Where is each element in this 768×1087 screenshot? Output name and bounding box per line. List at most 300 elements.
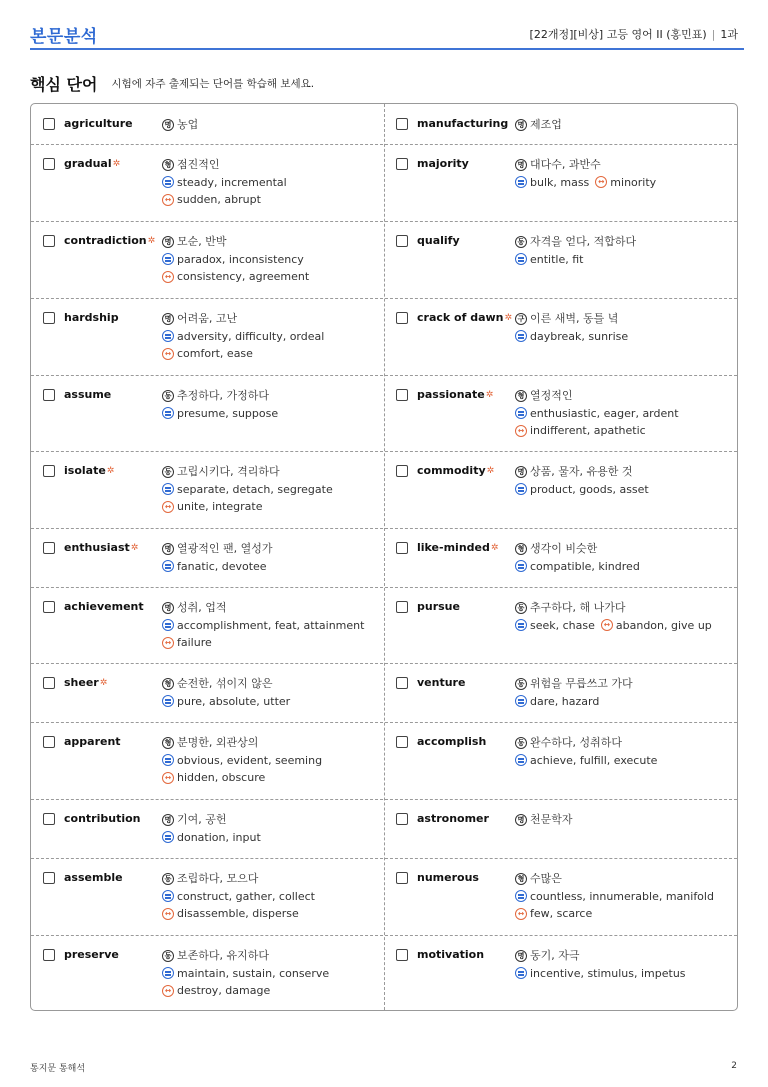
meaning-line bbox=[162, 947, 329, 965]
lesson-label: 1과 bbox=[720, 28, 738, 41]
synonyms: construct, gather, collect bbox=[177, 889, 315, 903]
word-text: achievement bbox=[64, 600, 144, 613]
synonyms: compatible, kindred bbox=[530, 559, 640, 573]
part-of-speech-icon: 동 bbox=[515, 602, 527, 614]
korean-meaning: 조립하다, 모으다 bbox=[177, 872, 259, 885]
part-of-speech-icon: 명 bbox=[515, 466, 527, 478]
study-checkbox[interactable] bbox=[43, 465, 55, 477]
meaning-line bbox=[515, 387, 679, 405]
part-of-speech-icon: 명 bbox=[162, 236, 174, 248]
antonym-line bbox=[162, 634, 364, 652]
row-separator bbox=[31, 858, 737, 859]
synonym-icon bbox=[515, 754, 527, 766]
study-checkbox[interactable] bbox=[43, 872, 55, 884]
row-separator bbox=[31, 935, 737, 936]
vocab-word bbox=[64, 540, 138, 556]
antonyms: destroy, damage bbox=[177, 984, 271, 997]
word-text: venture bbox=[417, 676, 466, 689]
header-separator: | bbox=[711, 28, 716, 41]
vocab-word bbox=[417, 947, 484, 963]
part-of-speech-icon: 명 bbox=[162, 543, 174, 555]
vocab-word bbox=[64, 870, 123, 886]
frequent-star-icon: ✲ bbox=[485, 390, 494, 400]
part-of-speech-icon: 명 bbox=[515, 119, 527, 131]
row-separator bbox=[31, 587, 737, 588]
synonyms: presume, suppose bbox=[177, 406, 279, 420]
synonym-line bbox=[515, 558, 640, 576]
course-title: [22개정][비상] 고등 영어 II (홍민표) bbox=[529, 28, 707, 41]
study-checkbox[interactable] bbox=[396, 389, 408, 401]
vocab-word bbox=[64, 233, 155, 249]
meaning-line bbox=[162, 734, 322, 752]
synonyms: entitle, fit bbox=[530, 252, 584, 266]
synonym-icon bbox=[162, 890, 174, 902]
synonym-icon bbox=[162, 176, 174, 188]
antonym-icon: ↔ bbox=[162, 271, 174, 283]
synonyms: dare, hazard bbox=[530, 694, 600, 708]
antonym-icon: ↔ bbox=[162, 772, 174, 784]
vocab-word bbox=[417, 463, 494, 479]
antonym-icon: ↔ bbox=[162, 908, 174, 920]
study-checkbox[interactable] bbox=[396, 949, 408, 961]
synonym-line bbox=[162, 829, 261, 847]
synonym-line bbox=[162, 328, 324, 346]
vocab-word bbox=[417, 540, 498, 556]
synonym-line bbox=[162, 888, 315, 906]
word-definitions bbox=[515, 463, 649, 498]
synonym-icon bbox=[162, 967, 174, 979]
meaning-line bbox=[162, 233, 309, 251]
synonym-icon bbox=[162, 407, 174, 419]
word-text: contradiction bbox=[64, 234, 147, 247]
synonym-icon bbox=[515, 619, 527, 631]
word-definitions bbox=[515, 599, 712, 634]
meaning-line bbox=[162, 463, 333, 481]
vocab-word bbox=[417, 310, 512, 326]
vocab-word bbox=[417, 233, 460, 249]
study-checkbox[interactable] bbox=[43, 601, 55, 613]
antonym-icon: ↔ bbox=[595, 176, 607, 188]
antonym-icon: ↔ bbox=[162, 501, 174, 513]
vocab-word bbox=[64, 599, 144, 615]
page-header bbox=[30, 22, 744, 50]
synonyms: bulk, mass bbox=[530, 175, 590, 189]
antonym-icon: ↔ bbox=[601, 619, 613, 631]
study-checkbox[interactable] bbox=[396, 601, 408, 613]
synonym-line bbox=[162, 752, 322, 770]
section-title: 핵심 단어 bbox=[30, 75, 98, 94]
word-definitions bbox=[162, 310, 324, 363]
korean-meaning: 열광적인 팬, 열성가 bbox=[177, 542, 273, 555]
part-of-speech-icon: 명 bbox=[162, 313, 174, 325]
word-text: enthusiast bbox=[64, 541, 130, 554]
meaning-line bbox=[515, 947, 686, 965]
word-text: pursue bbox=[417, 600, 460, 613]
antonyms: consistency, agreement bbox=[177, 270, 310, 283]
korean-meaning: 분명한, 외관상의 bbox=[177, 736, 259, 749]
row-separator bbox=[31, 375, 737, 376]
study-checkbox[interactable] bbox=[396, 736, 408, 748]
frequent-star-icon: ✲ bbox=[112, 159, 121, 169]
study-checkbox[interactable] bbox=[43, 118, 55, 130]
synonym-line bbox=[162, 251, 309, 269]
synonyms: maintain, sustain, conserve bbox=[177, 966, 330, 980]
antonyms: disassemble, disperse bbox=[177, 907, 299, 920]
footer-title: 통지문 통해석 bbox=[30, 1064, 86, 1074]
study-checkbox[interactable] bbox=[396, 312, 408, 324]
korean-meaning: 수많은 bbox=[530, 872, 562, 885]
vocabulary-table bbox=[30, 103, 738, 1011]
synonyms: obvious, evident, seeming bbox=[177, 753, 323, 767]
synonyms: accomplishment, feat, attainment bbox=[177, 618, 365, 632]
word-definitions bbox=[162, 540, 273, 575]
synonym-icon bbox=[515, 560, 527, 572]
word-text: accomplish bbox=[417, 735, 487, 748]
antonym-icon: ↔ bbox=[162, 348, 174, 360]
part-of-speech-icon: 명 bbox=[162, 119, 174, 131]
word-definitions bbox=[515, 675, 633, 710]
word-definitions bbox=[162, 870, 315, 923]
synonym-line bbox=[515, 752, 657, 770]
part-of-speech-icon: 동 bbox=[162, 873, 174, 885]
study-checkbox[interactable] bbox=[43, 542, 55, 554]
korean-meaning: 성취, 업적 bbox=[177, 601, 227, 614]
word-definitions bbox=[162, 947, 329, 1000]
synonyms: paradox, inconsistency bbox=[177, 252, 304, 266]
synonym-line bbox=[162, 481, 333, 499]
word-text: agriculture bbox=[64, 117, 133, 130]
word-definitions bbox=[515, 156, 656, 191]
frequent-star-icon: ✲ bbox=[99, 678, 108, 688]
synonyms: achieve, fulfill, execute bbox=[530, 753, 658, 767]
section-description: 시험에 자주 출제되는 단어를 학습해 보세요. bbox=[111, 78, 315, 90]
word-definitions bbox=[162, 811, 261, 846]
synonym-icon bbox=[162, 483, 174, 495]
study-checkbox[interactable] bbox=[396, 872, 408, 884]
meaning-line bbox=[162, 870, 315, 888]
word-definitions bbox=[515, 540, 640, 575]
word-definitions bbox=[515, 233, 636, 268]
study-checkbox[interactable] bbox=[43, 736, 55, 748]
vocab-word bbox=[417, 116, 508, 132]
part-of-speech-icon: 형 bbox=[162, 159, 174, 171]
vocab-word bbox=[64, 116, 133, 132]
word-definitions bbox=[515, 116, 562, 134]
korean-meaning: 대다수, 과반수 bbox=[530, 158, 601, 171]
study-checkbox[interactable] bbox=[396, 542, 408, 554]
frequent-star-icon: ✲ bbox=[130, 543, 139, 553]
vocab-word bbox=[64, 947, 119, 963]
word-definitions bbox=[515, 947, 686, 982]
korean-meaning: 추구하다, 해 나가다 bbox=[530, 601, 626, 614]
synonym-icon bbox=[515, 330, 527, 342]
antonym-line bbox=[162, 769, 322, 787]
antonyms: hidden, obscure bbox=[177, 771, 266, 784]
synonym-icon bbox=[162, 695, 174, 707]
synonym-line bbox=[515, 965, 686, 983]
study-checkbox[interactable] bbox=[396, 158, 408, 170]
korean-meaning: 제조업 bbox=[530, 118, 562, 131]
antonym-line bbox=[162, 345, 324, 363]
brand-title: 본문분석 bbox=[30, 27, 98, 47]
vocab-word bbox=[417, 734, 486, 750]
meaning-line bbox=[162, 156, 287, 174]
word-text: isolate bbox=[64, 464, 106, 477]
synonyms: separate, detach, segregate bbox=[177, 482, 333, 496]
vocab-word bbox=[64, 675, 107, 691]
row-separator bbox=[31, 144, 737, 145]
word-definitions bbox=[515, 811, 573, 829]
word-text: preserve bbox=[64, 948, 119, 961]
word-text: qualify bbox=[417, 234, 460, 247]
word-text: astronomer bbox=[417, 812, 489, 825]
synonyms: adversity, difficulty, ordeal bbox=[177, 329, 325, 343]
study-checkbox[interactable] bbox=[396, 813, 408, 825]
synonym-line bbox=[515, 693, 633, 711]
word-text: commodity bbox=[417, 464, 486, 477]
frequent-star-icon: ✲ bbox=[106, 466, 115, 476]
word-definitions bbox=[162, 675, 290, 710]
study-checkbox[interactable] bbox=[396, 465, 408, 477]
korean-meaning: 이른 새벽, 동틀 녘 bbox=[530, 312, 619, 325]
word-text: assemble bbox=[64, 871, 123, 884]
part-of-speech-icon: 동 bbox=[515, 737, 527, 749]
korean-meaning: 동기, 자극 bbox=[530, 949, 580, 962]
synonyms: product, goods, asset bbox=[530, 482, 649, 496]
part-of-speech-icon: 형 bbox=[162, 678, 174, 690]
korean-meaning: 보존하다, 유지하다 bbox=[177, 949, 270, 962]
course-info bbox=[530, 26, 738, 42]
word-text: motivation bbox=[417, 948, 485, 961]
vocab-word bbox=[417, 870, 479, 886]
synonym-line bbox=[515, 251, 636, 269]
row-separator bbox=[31, 298, 737, 299]
synonym-line bbox=[162, 558, 273, 576]
column-divider bbox=[384, 104, 385, 1010]
word-text: numerous bbox=[417, 871, 479, 884]
antonym-icon: ↔ bbox=[515, 908, 527, 920]
synonym-line bbox=[162, 965, 329, 983]
korean-meaning: 점진적인 bbox=[177, 158, 220, 171]
meaning-line bbox=[515, 811, 573, 829]
korean-meaning: 어려움, 고난 bbox=[177, 312, 238, 325]
meaning-line bbox=[515, 116, 562, 134]
vocab-word bbox=[64, 310, 119, 326]
synonym-line bbox=[515, 174, 656, 192]
part-of-speech-icon: 형 bbox=[515, 390, 527, 402]
study-checkbox[interactable] bbox=[43, 949, 55, 961]
synonym-icon bbox=[515, 890, 527, 902]
study-checkbox[interactable] bbox=[396, 118, 408, 130]
part-of-speech-icon: 명 bbox=[515, 950, 527, 962]
korean-meaning: 열정적인 bbox=[530, 389, 573, 402]
synonym-line bbox=[515, 888, 714, 906]
meaning-line bbox=[162, 387, 278, 405]
study-checkbox[interactable] bbox=[43, 312, 55, 324]
word-definitions bbox=[162, 463, 333, 516]
word-definitions bbox=[162, 599, 364, 652]
synonyms: seek, chase bbox=[530, 618, 595, 632]
part-of-speech-icon: 동 bbox=[162, 390, 174, 402]
antonym-line bbox=[515, 905, 714, 923]
antonyms: indifferent, apathetic bbox=[530, 424, 646, 437]
part-of-speech-icon: 형 bbox=[162, 737, 174, 749]
korean-meaning: 천문학자 bbox=[530, 813, 573, 826]
antonym-line bbox=[515, 422, 679, 440]
part-of-speech-icon: 동 bbox=[162, 950, 174, 962]
row-separator bbox=[31, 451, 737, 452]
part-of-speech-icon: 명 bbox=[515, 814, 527, 826]
antonym-icon: ↔ bbox=[162, 194, 174, 206]
korean-meaning: 상품, 물자, 유용한 것 bbox=[530, 465, 633, 478]
antonyms: sudden, abrupt bbox=[177, 193, 261, 206]
synonyms: pure, absolute, utter bbox=[177, 694, 291, 708]
antonym-icon: ↔ bbox=[162, 637, 174, 649]
synonym-line bbox=[162, 693, 290, 711]
meaning-line bbox=[515, 734, 657, 752]
study-checkbox[interactable] bbox=[43, 235, 55, 247]
synonym-line bbox=[162, 405, 278, 423]
page-number: 2 bbox=[731, 1061, 737, 1071]
korean-meaning: 순전한, 섞이지 않은 bbox=[177, 677, 273, 690]
antonym-icon: ↔ bbox=[515, 425, 527, 437]
vocab-word bbox=[64, 734, 121, 750]
korean-meaning: 생각이 비슷한 bbox=[530, 542, 598, 555]
word-definitions bbox=[515, 870, 714, 923]
korean-meaning: 기여, 공헌 bbox=[177, 813, 227, 826]
word-text: crack of dawn bbox=[417, 311, 504, 324]
part-of-speech-icon: 구 bbox=[515, 313, 527, 325]
vocab-word bbox=[64, 387, 111, 403]
meaning-line bbox=[162, 116, 198, 134]
row-separator bbox=[31, 722, 737, 723]
antonyms: minority bbox=[610, 175, 657, 189]
antonym-line bbox=[162, 191, 287, 209]
part-of-speech-icon: 동 bbox=[515, 236, 527, 248]
synonym-line bbox=[162, 174, 287, 192]
meaning-line bbox=[515, 156, 656, 174]
meaning-line bbox=[515, 233, 636, 251]
synonyms: incentive, stimulus, impetus bbox=[530, 966, 686, 980]
synonym-line bbox=[515, 481, 649, 499]
synonym-icon bbox=[515, 483, 527, 495]
korean-meaning: 자격을 얻다, 적합하다 bbox=[530, 235, 637, 248]
part-of-speech-icon: 형 bbox=[515, 873, 527, 885]
word-text: passionate bbox=[417, 388, 485, 401]
synonyms: daybreak, sunrise bbox=[530, 329, 629, 343]
study-checkbox[interactable] bbox=[43, 813, 55, 825]
synonyms: steady, incremental bbox=[177, 175, 287, 189]
study-checkbox[interactable] bbox=[43, 677, 55, 689]
word-text: majority bbox=[417, 157, 469, 170]
meaning-line bbox=[515, 675, 633, 693]
word-definitions bbox=[162, 233, 309, 286]
word-text: apparent bbox=[64, 735, 121, 748]
synonym-icon bbox=[515, 967, 527, 979]
vocab-word bbox=[417, 599, 460, 615]
word-definitions bbox=[515, 310, 628, 345]
study-checkbox[interactable] bbox=[43, 389, 55, 401]
word-text: manufacturing bbox=[417, 117, 509, 130]
synonym-icon bbox=[162, 560, 174, 572]
row-separator bbox=[31, 221, 737, 222]
synonym-line bbox=[515, 328, 628, 346]
part-of-speech-icon: 형 bbox=[515, 543, 527, 555]
synonyms: donation, input bbox=[177, 830, 261, 844]
row-separator bbox=[31, 528, 737, 529]
synonym-line bbox=[162, 617, 364, 635]
vocab-word bbox=[417, 675, 465, 691]
synonym-icon bbox=[515, 253, 527, 265]
korean-meaning: 위험을 무릅쓰고 가다 bbox=[530, 677, 633, 690]
synonyms: countless, innumerable, manifold bbox=[530, 889, 714, 903]
synonym-icon bbox=[515, 176, 527, 188]
meaning-line bbox=[515, 599, 712, 617]
vocab-word bbox=[417, 811, 489, 827]
antonyms: comfort, ease bbox=[177, 347, 253, 360]
meaning-line bbox=[162, 811, 261, 829]
vocab-word bbox=[417, 387, 493, 403]
meaning-line bbox=[515, 310, 628, 328]
antonym-line bbox=[162, 498, 333, 516]
vocab-word bbox=[64, 463, 114, 479]
antonyms: unite, integrate bbox=[177, 500, 263, 513]
meaning-line bbox=[162, 675, 290, 693]
meaning-line bbox=[515, 540, 640, 558]
korean-meaning: 농업 bbox=[177, 118, 199, 131]
frequent-star-icon: ✲ bbox=[147, 236, 156, 246]
meaning-line bbox=[162, 310, 324, 328]
korean-meaning: 모순, 반박 bbox=[177, 235, 227, 248]
word-text: assume bbox=[64, 388, 112, 401]
vocab-word bbox=[64, 156, 120, 172]
part-of-speech-icon: 명 bbox=[162, 814, 174, 826]
meaning-line bbox=[162, 540, 273, 558]
meaning-line bbox=[162, 599, 364, 617]
word-definitions bbox=[162, 156, 287, 209]
meaning-line bbox=[515, 870, 714, 888]
part-of-speech-icon: 동 bbox=[162, 466, 174, 478]
meaning-line bbox=[515, 463, 649, 481]
word-text: gradual bbox=[64, 157, 112, 170]
frequent-star-icon: ✲ bbox=[504, 313, 513, 323]
synonyms: enthusiastic, eager, ardent bbox=[530, 406, 679, 420]
word-text: sheer bbox=[64, 676, 99, 689]
antonym-icon: ↔ bbox=[162, 985, 174, 997]
antonym-line bbox=[162, 982, 329, 1000]
word-text: like-minded bbox=[417, 541, 490, 554]
synonyms: fanatic, devotee bbox=[177, 559, 267, 573]
study-checkbox[interactable] bbox=[396, 235, 408, 247]
synonym-icon bbox=[162, 253, 174, 265]
study-checkbox[interactable] bbox=[43, 158, 55, 170]
vocab-word bbox=[64, 811, 140, 827]
synonym-icon bbox=[162, 619, 174, 631]
part-of-speech-icon: 명 bbox=[162, 602, 174, 614]
study-checkbox[interactable] bbox=[396, 677, 408, 689]
word-text: contribution bbox=[64, 812, 141, 825]
row-separator bbox=[31, 663, 737, 664]
part-of-speech-icon: 동 bbox=[515, 678, 527, 690]
antonym-line bbox=[162, 268, 309, 286]
antonyms: few, scarce bbox=[530, 907, 593, 920]
word-definitions bbox=[162, 116, 198, 134]
antonyms: abandon, give up bbox=[615, 618, 712, 632]
korean-meaning: 완수하다, 성취하다 bbox=[530, 736, 623, 749]
word-definitions bbox=[162, 387, 278, 422]
synonym-icon bbox=[162, 754, 174, 766]
frequent-star-icon: ✲ bbox=[486, 466, 495, 476]
